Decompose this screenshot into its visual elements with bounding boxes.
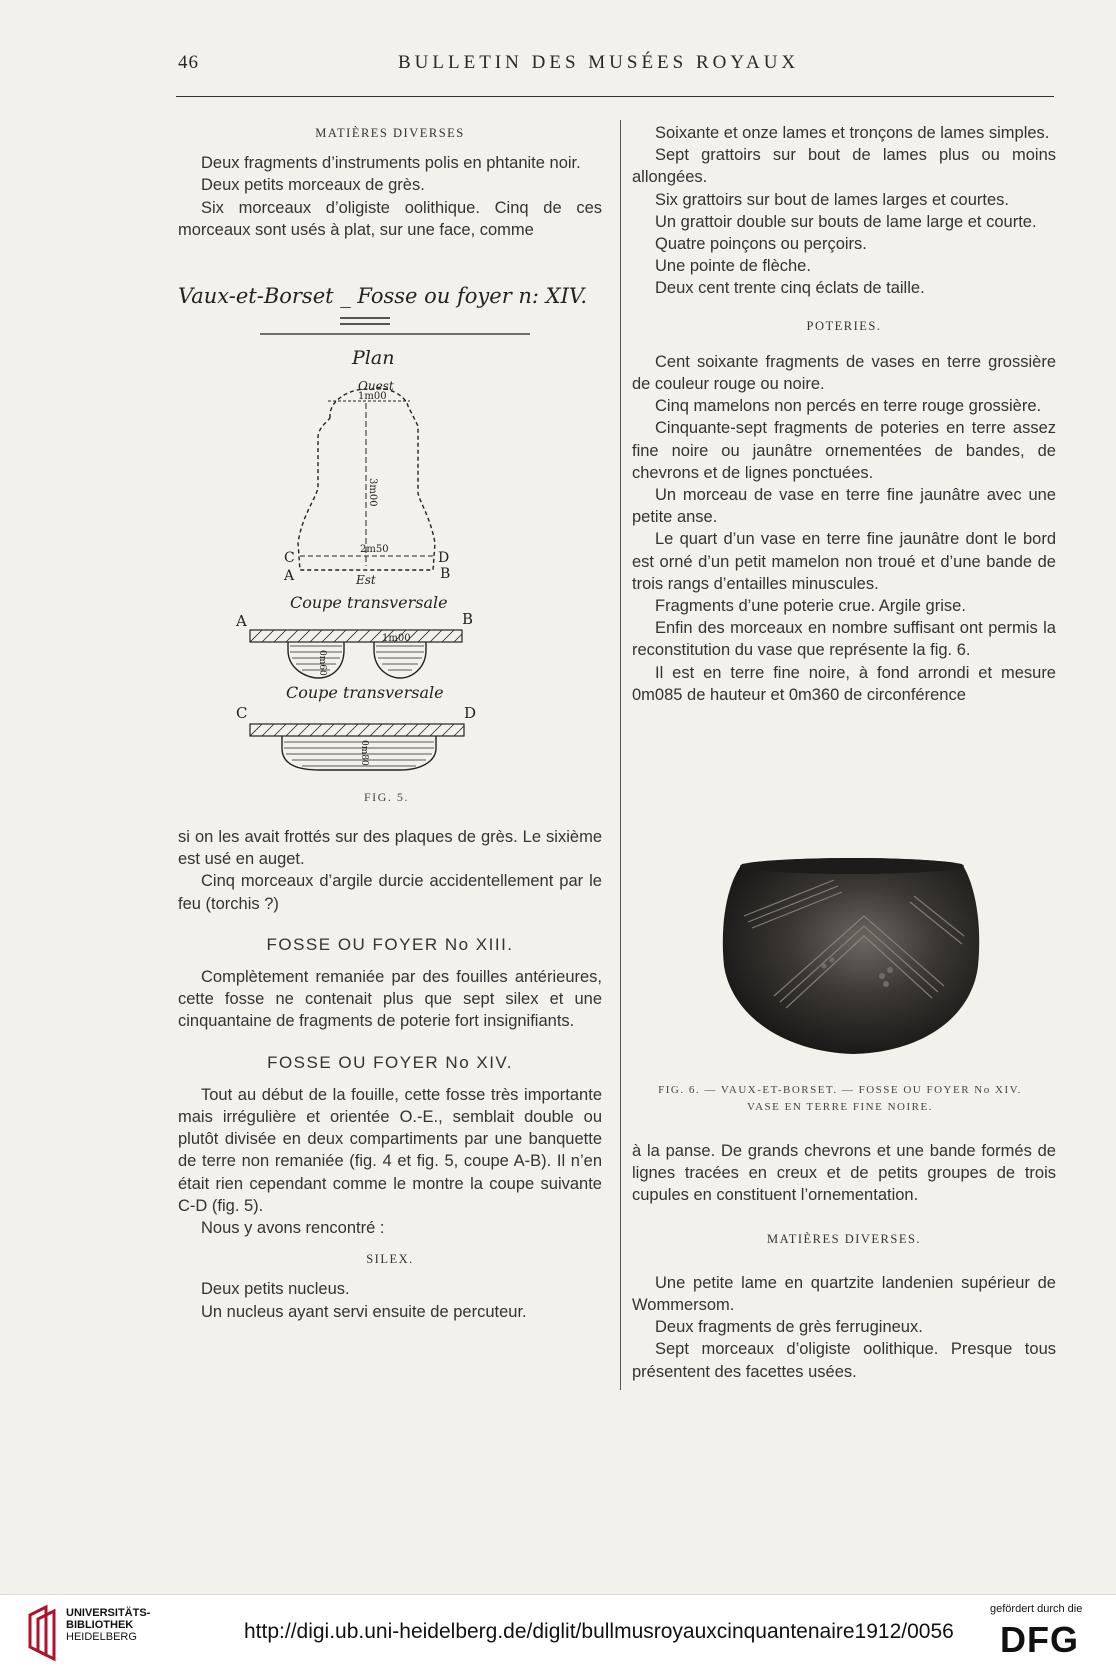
letter-d: D bbox=[464, 704, 477, 722]
running-title: BULLETIN DES MUSÉES ROYAUX bbox=[398, 52, 800, 73]
dimension-label: 0m60 bbox=[317, 650, 327, 676]
paragraph: Cinquante-sept fragments de poteries en terre assez fine noire ou jaunâtre ornementées de bandes, de chevrons et de lignes ponctuées. bbox=[632, 419, 1056, 482]
paragraph: Complètement remaniée par des fouilles antérieures, cette fosse ne contenait plus que sept silex et une cinquantaine de fragments de poterie fort insignifiants. bbox=[178, 968, 602, 1031]
paragraph: à la panse. De grands chevrons et une bande formés de lignes tracées en creux et de petits groupes de trois cupules en constituent l’ornementation. bbox=[632, 1142, 1056, 1205]
paragraph: Quatre poinçons ou perçoirs. bbox=[655, 235, 867, 254]
figure-5 bbox=[178, 278, 588, 808]
letter-c: C bbox=[236, 704, 248, 722]
paragraph: Tout au début de la fouille, cette fosse très importante mais irrégulière et orientée O.-E., semblait double ou plutôt divisée en deux compartiments par une banquette de terre non remaniée (fig. 4 et fig. 5, coupe A-B). Il n’en était rien cependant comme le montre la coupe suivante C-D (fig. 5). bbox=[178, 1085, 602, 1215]
est-label: Est bbox=[356, 573, 376, 587]
right-column-top bbox=[632, 122, 1056, 706]
caption-line: FIG. 6. — VAUX-ET-BORSET. — FOSSE OU FOYER No XIV. bbox=[658, 1084, 1022, 1096]
plan-label: Plan bbox=[352, 347, 395, 369]
paragraph: Un grattoir double sur bouts de lame large et courte. bbox=[655, 212, 1037, 231]
pit-hatching bbox=[284, 742, 434, 766]
dimension-label: 1m00 bbox=[382, 633, 411, 644]
paragraph: Deux fragments d’instruments polis en phtanite noir. bbox=[201, 154, 581, 173]
section-heading: FOSSE OU FOYER No XIV. bbox=[267, 1052, 513, 1072]
pit-section-right bbox=[374, 642, 426, 678]
header-rule bbox=[176, 96, 1054, 97]
figure-6-caption bbox=[650, 1082, 1030, 1116]
dimension-label: 1m00 bbox=[358, 391, 387, 402]
vase-rim bbox=[740, 858, 964, 874]
paragraph: Deux petits nucleus. bbox=[201, 1280, 350, 1299]
digitization-footer bbox=[0, 1594, 1116, 1672]
library-name-line: UNIVERSITÄTS- bbox=[66, 1607, 151, 1619]
library-name-line: BIBLIOTHEK bbox=[66, 1619, 134, 1631]
ground-hatching bbox=[250, 630, 462, 642]
paragraph: Six grattoirs sur bout de lames larges et courtes. bbox=[655, 190, 1009, 209]
permalink[interactable]: http://digi.ub.uni-heidelberg.de/diglit/bullmusroyauxcinquantenaire1912/0056 bbox=[244, 1620, 954, 1643]
paragraph: Une petite lame en quartzite landenien supérieur de Wommersom. bbox=[632, 1273, 1056, 1315]
left-column-bottom bbox=[178, 826, 602, 1323]
paragraph: Nous y avons rencontré : bbox=[201, 1219, 385, 1238]
paragraph: Deux petits morceaux de grès. bbox=[201, 176, 425, 195]
letter-b: B bbox=[462, 610, 474, 628]
letter-a: A bbox=[284, 568, 295, 584]
dimension-label: 3m00 bbox=[367, 478, 378, 507]
paragraph: Deux cent trente cinq éclats de taille. bbox=[655, 279, 925, 298]
library-name bbox=[66, 1607, 150, 1643]
figure-5-drawing bbox=[178, 278, 588, 808]
paragraph: Un nucleus ayant servi ensuite de percuteur. bbox=[201, 1302, 527, 1321]
paragraph: Un morceau de vase en terre fine jaunâtre avec une petite anse. bbox=[632, 486, 1056, 527]
section-heading: MATIÈRES DIVERSES bbox=[315, 126, 465, 140]
paragraph: Cent soixante fragments de vases en terre grossière de couleur rouge ou noire. bbox=[632, 352, 1056, 394]
coupe-ab-label: Coupe transversale bbox=[290, 593, 448, 612]
ouest-label: Ouest bbox=[358, 379, 394, 393]
paragraph: Le quart d’un vase en terre fine jaunâtre dont le bord est orné d’un petit mamelon non troué et d’une bande de trois rangs d’entailles minuscules. bbox=[632, 530, 1056, 593]
pit-hatching bbox=[290, 646, 424, 670]
ground-hatching bbox=[250, 724, 464, 736]
figure-6-vase-photo bbox=[714, 856, 984, 1056]
paragraph: Il est en terre fine noire, à fond arrondi et mesure 0m085 de hauteur et 0m360 de circonférence bbox=[632, 663, 1056, 704]
left-column-top bbox=[178, 122, 602, 241]
section-heading: SILEX. bbox=[366, 1252, 414, 1267]
funding-text: gefördert durch die bbox=[990, 1603, 1083, 1615]
paragraph: si on les avait frottés sur des plaques de grès. Le sixième est usé en auget. bbox=[178, 828, 602, 869]
coupe-cd-label: Coupe transversale bbox=[286, 683, 444, 702]
figure-5-caption: FIG. 5. bbox=[364, 790, 409, 804]
page-header bbox=[170, 52, 1050, 82]
vase-image bbox=[714, 856, 984, 1056]
caption-line: VASE EN TERRE FINE NOIRE. bbox=[747, 1101, 933, 1113]
right-column-bottom bbox=[632, 1140, 1056, 1383]
letter-d: D bbox=[438, 550, 450, 566]
university-library-logo-icon bbox=[26, 1605, 66, 1661]
paragraph: Six morceaux d’oligiste oolithique. Cinq de ces morceaux sont usés à plat, sur une face, comme bbox=[178, 198, 602, 239]
letter-a: A bbox=[236, 612, 247, 630]
paragraph: Une pointe de flèche. bbox=[655, 257, 811, 276]
pit-section-left bbox=[288, 642, 344, 678]
section-heading: FOSSE OU FOYER No XIII. bbox=[266, 934, 514, 954]
library-name-line: HEIDELBERG bbox=[66, 1631, 137, 1643]
paragraph: Sept grattoirs sur bout de lames plus ou moins allongées. bbox=[632, 146, 1056, 187]
pit-section-cd bbox=[282, 736, 436, 770]
dfg-logo: DFG bbox=[1000, 1619, 1079, 1660]
paragraph: Cinq mamelons non percés en terre rouge grossière. bbox=[655, 397, 1042, 416]
column-divider bbox=[620, 120, 621, 1390]
letter-c: C bbox=[284, 550, 295, 566]
paragraph: Cinq morceaux d’argile durcie accidentellement par le feu (torchis ?) bbox=[178, 872, 602, 913]
figure-5-title: Vaux-et-Borset _ Fosse ou foyer n: XIV. bbox=[178, 284, 588, 308]
section-heading: POTERIES. bbox=[806, 318, 882, 333]
paragraph: Soixante et onze lames et tronçons de lames simples. bbox=[655, 124, 1050, 142]
dimension-label: 0m80 bbox=[359, 740, 369, 766]
paragraph: Fragments d’une poterie crue. Argile grise. bbox=[655, 597, 966, 616]
paragraph: Enfin des morceaux en nombre suffisant ont permis la reconstitution du vase que représente la fig. 6. bbox=[632, 619, 1056, 660]
dimension-label: 2m50 bbox=[360, 544, 389, 555]
vase-body bbox=[723, 858, 979, 1054]
paragraph: Deux fragments de grès ferrugineux. bbox=[655, 1318, 923, 1337]
paragraph: Sept morceaux d’oligiste oolithique. Presque tous présentent des facettes usées. bbox=[632, 1340, 1056, 1381]
letter-b: B bbox=[440, 566, 451, 582]
section-heading: MATIÈRES DIVERSES. bbox=[766, 1231, 922, 1246]
page-number: 46 bbox=[178, 52, 199, 73]
